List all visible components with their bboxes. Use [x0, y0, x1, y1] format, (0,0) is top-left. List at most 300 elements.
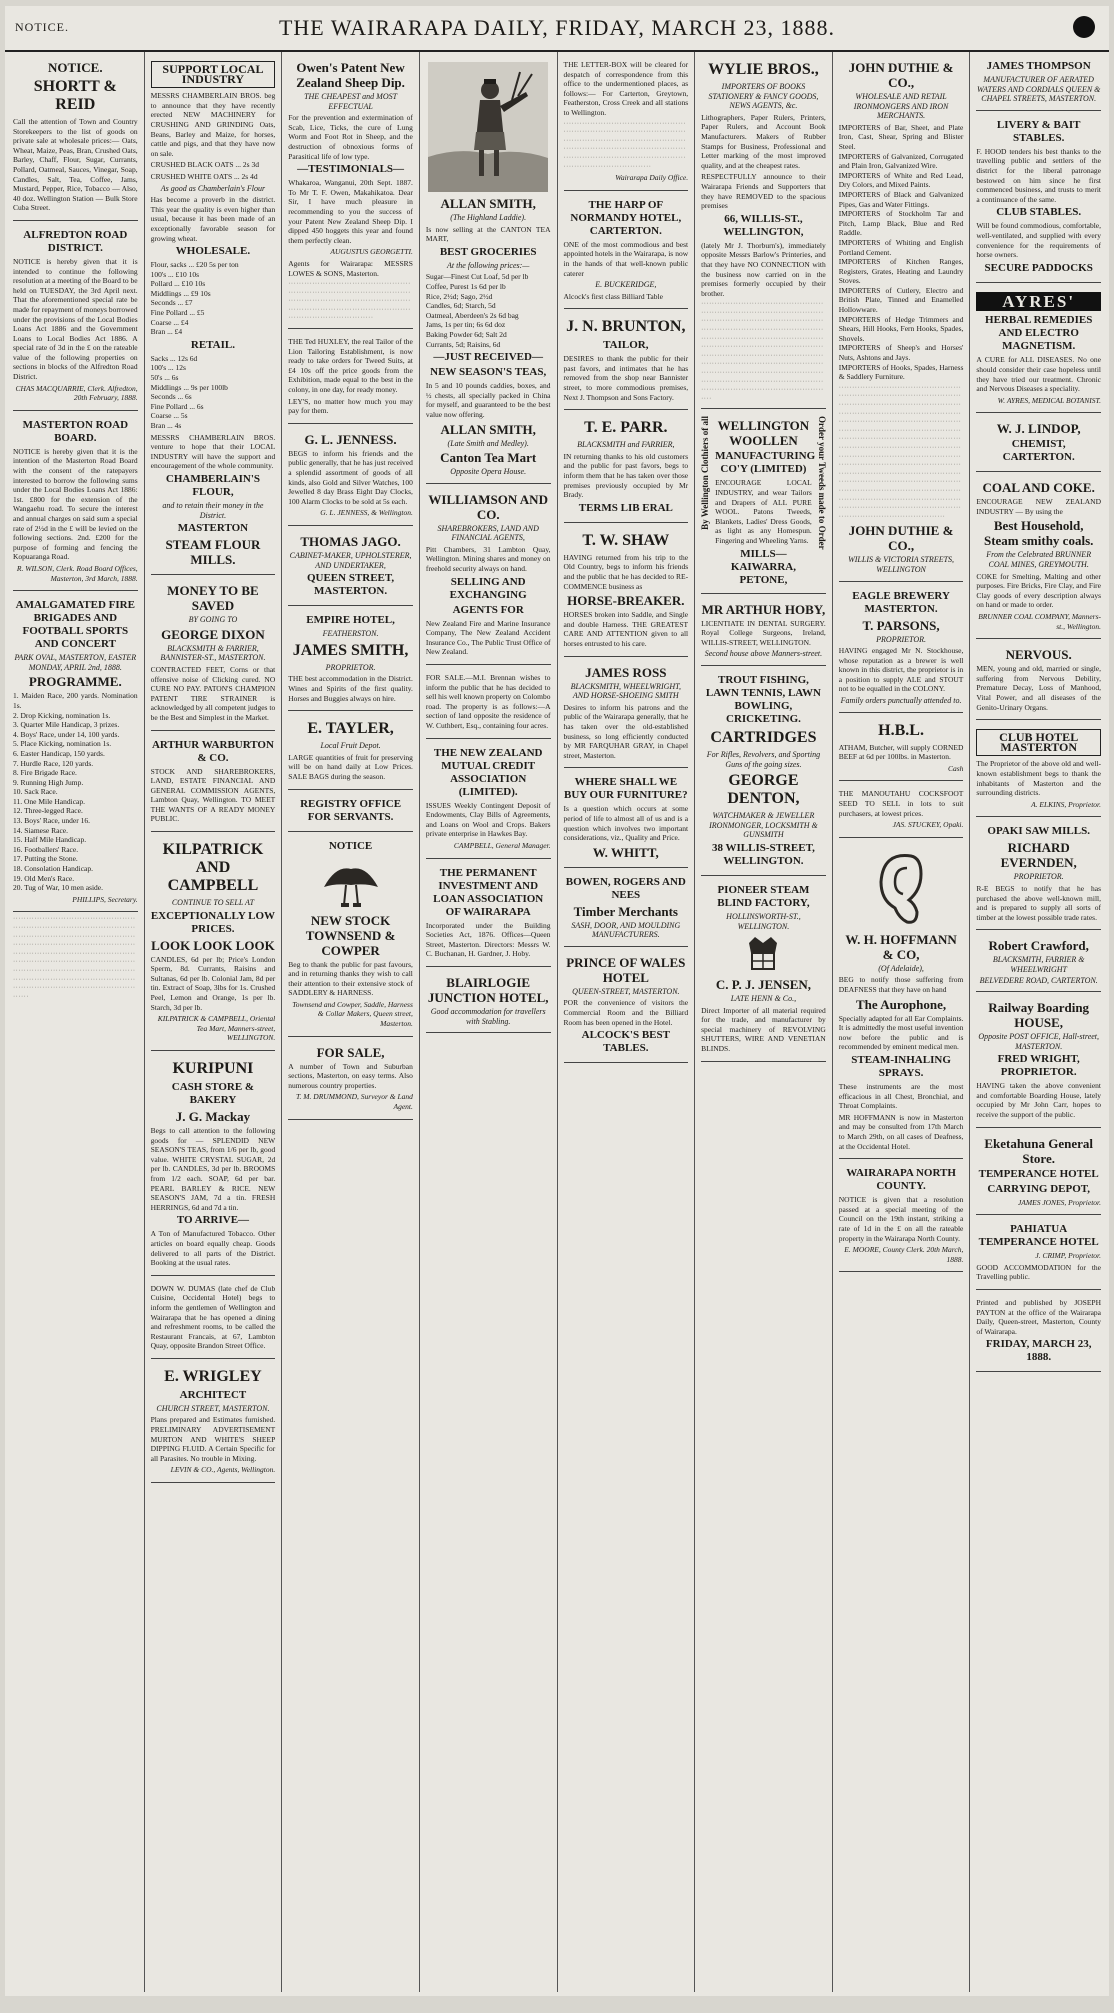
evernden-text: R-E BEGS to notify that he has purchased the above well-known mill, and is prepared to supply all sorts of timber at the lowest possible trade rates. [976, 883, 1101, 922]
denton-address: 38 WILLIS-STREET, WELLINGTON. [711, 841, 815, 867]
wylie-title: WYLIE BROS., [708, 61, 819, 78]
cocksfoot-ad [839, 784, 964, 837]
masterton-road-ad [13, 414, 138, 591]
best-coal: Best Household, Steam smithy coals. [983, 518, 1094, 549]
programme-title: PROGRAMME. [28, 674, 122, 690]
owen-sheep-dip-ad [288, 55, 413, 329]
kilpatrick-ad [151, 835, 276, 1051]
crawford-ad [976, 933, 1101, 992]
livery-title: LIVERY & BAIT STABLES. [996, 118, 1081, 144]
programme-item: 6. Easter Handicap, 150 yards. [13, 748, 105, 758]
tayler-ad [288, 714, 413, 789]
canton-tea-mart: Canton Tea Mart [440, 450, 537, 466]
huxley-ad [288, 332, 413, 424]
hoby-ad [701, 597, 826, 666]
ayres-text: A CURE for ALL DISEASES. No one should consider their case hopeless until they have tried our treatment. Chronic and Nervous Diseases a speciality. [976, 355, 1101, 394]
wholesale-item: Coarse ... £4 [150, 317, 189, 327]
furniture-ad [564, 771, 689, 867]
wylie-text: Lithographers, Paper Rulers, Printers, Paper Rulers, and Account Book Manufacturers. Makers of Rubber Stamps for Business, Professional and Letter marking of the most improved quality, and at the cheapest rates. [701, 112, 826, 170]
programme-item: 5. Place Kicking, nomination 1s. [13, 739, 112, 749]
parr-ad [564, 413, 689, 523]
wholesale-item: Seconds ... £7 [150, 298, 193, 308]
horse-breaker: HORSE-BREAKER. [567, 593, 685, 609]
importers-list [839, 123, 964, 382]
parr-title: T. E. PARR. [584, 419, 668, 437]
whitt-title: W. WHITT, [592, 844, 659, 860]
wylie-sub: IMPORTERS OF BOOKS STATIONERY & FANCY GOODS, NEWS AGENTS, &c. [708, 82, 819, 111]
retail-title: RETAIL. [190, 338, 235, 351]
jenness-title: G. L. JENNESS. [304, 431, 397, 447]
terms-liberal: TERMS LIB ERAL [578, 501, 673, 514]
new-teas: NEW SEASON'S TEAS, [430, 366, 547, 379]
eketahuna-title: Eketahuna General Store. [984, 1135, 1094, 1166]
kuripuni-title: KURIPUNI [172, 1060, 254, 1077]
woollen-side-left: By Wellington Clothiers of all [700, 416, 711, 531]
dixon-ad [151, 578, 276, 730]
support-local-title: SUPPORT LOCAL INDUSTRY [151, 61, 276, 88]
ross-sub: BLACKSMITH, WHEELWRIGHT, AND HORSE-SHOEING SMITH [570, 681, 682, 701]
hoby-title: MR ARTHUR HOBY, [701, 601, 826, 617]
steam-flour-mills: STEAM FLOUR MILLS. [165, 537, 261, 568]
imprint [976, 1293, 1101, 1372]
ross-text: Desires to inform his patrons and the public of the Wairarapa generally, that he has taken over the old-established business, so long efficiently conducted by MR FARQUHAR GRAY, in Chapel street, Masterton. [563, 702, 689, 760]
aurophone-title: The Aurophone, [856, 996, 947, 1012]
column-6 [695, 52, 833, 1992]
steam-title: STEAM-INHALING SPRAYS. [851, 1053, 951, 1079]
eagle-brewery-ad [839, 585, 964, 713]
highland-piper-illustration-icon [428, 62, 548, 192]
wylie-ad [701, 55, 826, 409]
for-sale-text: A number of Town and Suburban sections, Masterton, on easy terms. Also numerous country properties. [288, 1061, 413, 1090]
blairlogie-title: BLAIRLOGIE JUNCTION HOTEL, [427, 974, 549, 1005]
grocery-list [426, 272, 551, 349]
registry-ad [288, 793, 413, 832]
agents-title: AGENTS FOR [452, 603, 524, 616]
fine-print-filler: ·························································································································································································································································································································································································································································································································································································································································································································································· [838, 383, 962, 520]
brunton-ad [564, 312, 689, 410]
imprint-text: Printed and published by JOSEPH PAYTON at the office of the Wairarapa Daily, Queen-street, Masterton, County of Wairarapa. [976, 1298, 1101, 1336]
for-sale-ad [288, 1040, 413, 1120]
letterbox-signature: Wairarapa Daily Office. [615, 173, 689, 183]
timber-title: Timber Merchants [573, 903, 678, 919]
retail-item: Middlings ... 9s per 100lb [150, 382, 228, 392]
duthie-sub-2: WILLIS & VICTORIA STREETS, WELLINGTON [848, 555, 955, 574]
for-sale-title: FOR SALE, [316, 1044, 385, 1060]
mill-place: MASTERTON [177, 522, 249, 535]
woollen-sub: MANUFACTURING CO'Y (LIMITED) [715, 450, 816, 476]
dumas-text: DOWN W. DUMAS (late chef de Club Cuisine, Occidental Hotel) begs to inform the gentlemen of Wellington and Wairarapa that he has opened a dining and refreshment rooms, to be called the Restaurant Francais, at 67, Lambton Quay, opposite Brandon Street Office. [150, 1283, 276, 1351]
jago-ad [288, 529, 413, 606]
huxley-signature: LEY'S, no matter how much you may pay for them. [288, 396, 413, 416]
shaw-ad [564, 526, 689, 657]
warburton-ad [151, 734, 276, 833]
chamberlain-text: MESSRS CHAMBERLAIN BROS. beg to announce that they have recently erected NEW MACHINERY for CRUSHING AND GRINDING Oats, Beans, Barley and Maize, for horses, cattle and pigs, and that they have now on sale. [150, 91, 276, 158]
grocery-item: Coffee, Purest 1s 6d per lb [425, 281, 506, 291]
cowper-signature: Townsend and Cowper, Saddle, Harness & Collar Makers, Queen street, Masterton. [292, 999, 413, 1029]
williamson-ad [426, 487, 551, 665]
programme-item: 18. Consolation Handicap. [13, 864, 93, 874]
furniture-title: WHERE SHALL WE BUY OUR FURNITURE? [563, 776, 688, 802]
importer-item: IMPORTERS of Sheep's and Horses' Nuts, Ashtons and Jays. [838, 343, 964, 363]
denton-sub: WATCHMAKER & JEWELLER IRONMONGER, LOCKSMITH & GUNSMITH [709, 811, 818, 840]
parsons-italic: Family orders punctually attended to. [840, 696, 962, 706]
steam-text: These instruments are the most efficacious in all Chest, Bronchial, and Throat Complaints. [838, 1081, 964, 1111]
newspaper-page [5, 6, 1109, 1996]
fine-print-filler: ······························································································································································································································································································································································································································································································································ [701, 300, 824, 402]
opaki-ad [976, 820, 1101, 930]
wylie-more: (lately Mr J. Thorburn's), immediately opposite Messrs Barlow's Printeries, and that they have NO CONNECTION with the business now carried on in the premises formerly occupied by their brother. [701, 240, 826, 298]
wholesale-item: Fine Pollard ... £5 [150, 308, 205, 318]
blairlogie-sub: Good accommodation for travellers with Stabling. [430, 1006, 546, 1026]
importer-item: IMPORTERS of White and Red Lead, Dry Colors, and Mixed Paints. [838, 170, 964, 190]
evernden-sub: PROPRIETOR. [1013, 872, 1064, 882]
programme-signature: PHILLIPS, Secretary. [72, 894, 138, 904]
club-stables-title: CLUB STABLES. [996, 206, 1082, 219]
furniture-text: Is a question which occurs at some period of life to almost all of us and is a question which involves two important considerations, viz., Quality and Price. [563, 804, 689, 843]
ayres-ad [976, 286, 1101, 414]
williamson-text: Pitt Chambers, 31 Lambton Quay, Wellington. Mining shares and money on freehold security always on hand. [425, 544, 551, 574]
kilpatrick-prices: EXCEPTIONALLY LOW PRICES. [150, 909, 276, 935]
notice-heading: NOTICE. [48, 60, 103, 75]
grocery-item: Baking Powder 6d; Salt 2d [425, 329, 507, 339]
club-hotel-signature: A. ELKINS, Proprietor. [1031, 799, 1101, 809]
kilpatrick-title: KILPATRICK AND CAMPBELL [162, 841, 264, 895]
brennan-text: FOR SALE.—M.I. Brennan wishes to inform the public that he has decided to sell his well known property on Colombo road. The property is as follows:—A section of land opposite the residence of W. Cuthbert, Esq., containing four acres. [425, 673, 551, 730]
importer-item: IMPORTERS of Black and Galvanized Pipes, Gas and Water Fittings. [838, 189, 964, 209]
mutual-credit-signature: CAMPBELL, General Manager. [453, 840, 551, 850]
importer-item: IMPORTERS of Cutlery, Electro and British Plate, Tinned and Enamelled Hollowware. [838, 285, 964, 315]
permanent-investment-ad [426, 862, 551, 967]
masterton-road-title: MASTERTON ROAD BOARD. [22, 418, 129, 444]
hoffmann-ad [839, 841, 964, 1159]
pioneer-address: HOLLINSWORTH-ST., WELLINGTON. [726, 911, 801, 931]
programme-item: 3. Quarter Mile Handicap, 3 prizes. [13, 720, 120, 730]
brunton-text: DESIRES to thank the public for their past favors, and intimates that he has removed from the shop near Bannister street, to more commodious premises, Next J. Thompson and Sons Factory. [563, 354, 689, 402]
woollen-ad [701, 412, 826, 593]
importer-item: IMPORTERS of Kitchen Ranges, Registers, Grates, Heating and Laundry Stoves. [838, 257, 964, 286]
warburton-title: ARTHUR WARBURTON & CO. [151, 738, 274, 764]
sports-title: AMALGAMATED FIRE BRIGADES AND FOOTBALL SPORTS AND CONCERT [15, 599, 135, 651]
newspaper-title: THE WAIRARAPA DAILY, FRIDAY, MARCH 23, 1888. [278, 15, 836, 40]
jensen-ad [701, 879, 826, 1062]
coal-title: COAL AND COKE. [982, 480, 1095, 496]
williamson-selling: SELLING AND EXCHANGING [449, 575, 527, 601]
hbl-ad [839, 716, 964, 782]
programme-item: 17. Putting the Stone. [13, 854, 78, 864]
pahiatua-title: PAHIATUA TEMPERANCE HOTEL [978, 1223, 1099, 1249]
smith-title: JAMES SMITH, [292, 641, 409, 659]
mutual-credit-title: THE NEW ZEALAND MUTUAL CREDIT ASSOCIATION (LIMITED). [433, 746, 543, 798]
column-5 [558, 52, 696, 1992]
column-8 [970, 52, 1107, 1992]
column-4 [420, 52, 558, 1992]
imprint-date: FRIDAY, MARCH 23, 1888. [985, 1338, 1092, 1364]
empire-title: EMPIRE HOTEL, [306, 614, 395, 627]
ross-ad [564, 660, 689, 769]
permanent-title: THE PERMANENT INVESTMENT AND LOAN ASSOCIATION OF WAIRARAPA [433, 866, 544, 918]
fine-print-filler: ························································································································································································································ [288, 280, 411, 322]
opaki-title: OPAKI SAW MILLS. [987, 825, 1090, 838]
thompson-title: JAMES THOMPSON [986, 60, 1091, 72]
grocery-item: Sugar—Finest Cut Loaf, 5d per lb [425, 272, 529, 282]
wrigley-ad [151, 1362, 276, 1483]
tayler-title: E. TAYLER, [307, 720, 394, 738]
allan-smith-ad [426, 55, 551, 484]
grocery-item: Currants, 5d; Raisins, 6d [425, 339, 501, 349]
pahiatua-signature: J. CRIMP, Proprietor. [1035, 1251, 1101, 1261]
canton-place: Opposite Opera House. [450, 467, 527, 477]
smith-text: THE best accommodation in the District. Wines and Spirits of the first quality. Horses and Buggies always on hire. [288, 674, 413, 703]
secure-paddocks: SECURE PADDOCKS [984, 261, 1093, 274]
brunton-title: J. N. BRUNTON, [566, 318, 686, 336]
flour-quote: As good as Chamberlain's Flour [160, 183, 266, 193]
north-county-signature: E. MOORE, County Clerk. 20th March, 1888. [844, 1245, 964, 1264]
allan-smith-sub-2: (Late Smith and Medley). [447, 438, 529, 448]
alcock-tables: ALCOCK'S BEST TABLES. [581, 1029, 670, 1055]
duthie-ad [839, 55, 964, 582]
importer-item: IMPORTERS of Whiting and English Portland Cement. [838, 237, 964, 257]
wholesale-item: Middlings ... £9 10s [150, 288, 211, 298]
jago-sub: CABINET-MAKER, UPHOLSTERER, AND UNDERTAKER, [289, 550, 412, 570]
programme-item: 14. Siamese Race. [13, 825, 68, 835]
club-hotel-title: CLUB HOTEL MASTERTON [976, 729, 1101, 756]
retail-item: 50's ... 6s [150, 373, 179, 383]
ayres-banner: AYRES' [976, 292, 1101, 312]
ross-title: JAMES ROSS [585, 664, 667, 680]
programme-item: 13. Boys' Race, under 16. [13, 816, 90, 826]
programme-item: 11. One Mile Handicap. [13, 796, 85, 806]
hoffmann-text: BEG to notify those suffering from DEAFNESS that they have on hand [838, 975, 964, 994]
chamberlain-signature: MESSRS CHAMBERLAIN BROS. venture to hope that their LOCAL INDUSTRY will have the support and encouragement of the whole community. [150, 432, 276, 471]
hbl-signature: Cash [947, 763, 964, 773]
brunton-sub: TAILOR, [603, 339, 649, 352]
parsons-text: HAVING engaged Mr N. Stockhouse, whose reputation as a brewer is well known in this district, the proprietor is in a position to supply ALE and STOUT not to be equalled in the COLONY. [838, 646, 964, 694]
kilpatrick-signature: KILPATRICK & CAMPBELL, Oriental Tea Mart, Manners-street, WELLINGTON. [157, 1014, 276, 1043]
fine-print-filler: ···································································································································································································································································································································································································································· [13, 915, 136, 1000]
programme-item: 9. Running High Jump. [13, 777, 84, 787]
importer-item: IMPORTERS of Bar, Sheet, and Plate Iron, Cast, Shear, Spring and Blister Steel. [838, 122, 964, 151]
hoby-text: LICENTIATE IN DENTAL SURGERY. Royal College Surgeons, Ireland, WILLIS-STREET, WELLINGTON. [701, 618, 826, 647]
normandy-title: THE HARP OF NORMANDY HOTEL, CARTERTON. [570, 198, 682, 237]
alfredton-title: ALFREDTON ROAD DISTRICT. [23, 228, 128, 254]
testimonial-signature: AUGUSTUS GEORGETTI. [330, 247, 413, 257]
wylie-address: 66, WILLIS-ST., WELLINGTON, [723, 212, 804, 238]
hoffmann-title: W. H. HOFFMANN & CO, [845, 931, 957, 962]
williamson-sub: SHAREBROKERS, LAND AND FINANCIAL AGENTS, [437, 523, 539, 543]
groceries-sub: At the following prices:— [446, 260, 530, 270]
retail-item: Fine Pollard ... 6s [150, 401, 204, 411]
carrying-title: CARRYING DEPOT, [987, 1182, 1091, 1195]
mutual-credit-ad [426, 742, 551, 859]
prince-sub: QUEEN-STREET, MASTERTON. [572, 986, 680, 996]
look-banner: LOOK LOOK LOOK [151, 937, 275, 953]
prince-title: PRINCE OF WALES HOTEL [566, 954, 686, 985]
alfredton-signature: CHAS MACQUARRIE, Clerk. Alfredton, 20th February, 1888. [15, 383, 138, 403]
cartridges-title: CARTRIDGES [710, 728, 817, 746]
woollen-mills: MILLS—KAIWARRA, PETONE, [730, 547, 796, 586]
allan-smith-sub: (The Highland Laddie). [450, 213, 527, 222]
ear-illustration-icon [871, 848, 931, 928]
alfredton-text: NOTICE is hereby given that it is intended to continue the following resolution at a meeting of the Board to be held on TUESDAY, the 3rd April next. That the aforementioned special rate be made for repayment of moneys borrowed under the provisions of the Local Bodies Loans Act 1886 and the Government Loans to Local Bodies Act 1886. A special rate of 3d in the £ on the rateable value of the following properties on sections in blocks of the Alfredton Road District. [13, 256, 138, 382]
kuripuni-sub: CASH STORE & BAKERY [171, 1081, 255, 1106]
retain-money: and to retain their money in the District. [162, 500, 264, 520]
jensen-title: C. P. J. JENSEN, [715, 977, 812, 993]
wrigley-text: Plans prepared and Estimates furnished. PRELIMINARY ADVERTISEMENT MURTON AND WHITE'S SHEEP DIPPING FLUID. A Certain Specific for all Parasites. No trouble in Mixing. [150, 1415, 276, 1463]
retail-list [151, 354, 276, 431]
chamberlain-flour: CHAMBERLAIN'S FLOUR, [165, 472, 260, 498]
owen-title: Owen's Patent New Zealand Sheep Dip. [296, 60, 405, 90]
for-sale-signature: T. M. DRUMMOND, Surveyor & Land Agent. [295, 1092, 413, 1112]
teas-text: In 5 and 10 pounds caddies, boxes, and ½ chests, all specially packed in China for myself, and guaranteed to be the best value now offering. [425, 381, 551, 419]
crushed-price-2: CRUSHED WHITE OATS ... 2s 4d [150, 171, 258, 181]
parr-sub: BLACKSMITH and FARRIER, [577, 440, 675, 450]
coal-text: ENCOURAGE NEW ZEALAND INDUSTRY — By using the [976, 497, 1101, 516]
duthie-sub: WHOLESALE AND RETAIL IRONMONGERS AND IRON MERCHANTS. [853, 92, 949, 121]
denton-ad [701, 669, 826, 876]
programme-item: 7. Hurdle Race, 120 yards. [13, 758, 94, 768]
programme-item: 10. Sack Race. [13, 787, 58, 797]
parr-text: IN returning thanks to his old customers and the public for past favors, begs to inform them that he has taken over those premises previously occupied by Mr Brady. [563, 451, 689, 500]
crawford-sub: BLACKSMITH, FARRIER & WHEELWRIGHT [992, 955, 1085, 974]
tayler-sub: Local Fruit Depot. [320, 741, 381, 751]
cocksfoot-signature: JAS. STUCKEY, Opaki. [892, 820, 964, 830]
warburton-text: STOCK AND SHAREBROKERS, LAND, ESTATE FINANCIAL AND GENERAL COMMISSION AGENTS, Lambton Quay, Wellington. TO MEET THE WANTS OF A READY MONEY PUBLIC. [150, 766, 276, 824]
column-7 [833, 52, 971, 1992]
retail-item: Bran ... 4s [150, 421, 182, 430]
horse-breaker-text: HORSES broken into Saddle, and Single and double Harness. THE GREATEST CARE AND ATTENTION given to all horses entrusted to his care. [563, 610, 689, 648]
alfredton-ad [13, 224, 138, 411]
denton-title: GEORGE DENTON, [727, 772, 800, 808]
wrigley-title: E. WRIGLEY [164, 1367, 262, 1385]
north-county-ad [839, 1162, 964, 1272]
temperance-title: TEMPERANCE HOTEL [978, 1167, 1099, 1180]
dumas-ad [151, 1279, 276, 1359]
wrigley-signature: LEVIN & CO., Agents, Wellington. [170, 1465, 276, 1475]
testimonial-text: Whakaroa, Wanganui, 20th Sept. 1887. To Mr T. F. Owen, Makahikatoa. Dear Sir, I have much pleasure in recommending to you the success of your Patent New Zealand Sheep Dip. I dipped 450 hoggets this year and found them perfectly clean. [288, 178, 413, 245]
livery-text: F. HOOD tenders his best thanks to the travelling public and settlers of the district for the liberal patronage bestowed on him since he first commenced business, and trusts to merit a continuance of the same. [976, 146, 1101, 204]
masterton-road-signature: R. WILSON, Clerk. Road Board Offices, Masterton, 3rd March, 1888. [16, 563, 138, 583]
importer-item: IMPORTERS of Stockholm Tar and Pitch, Lamp Black, Blue and Red Raddle. [838, 209, 964, 238]
smith-sub: PROPRIETOR. [325, 662, 376, 672]
empire-sub: FEATHERSTON. [322, 629, 379, 639]
bowen-title: BOWEN, ROGERS AND NEES [565, 875, 686, 901]
hoffmann-signature: MR HOFFMANN is now in Masterton and may be consulted from 17th March to March 29th, on all cases of Deafness, at the Occidental Hotel. [838, 1112, 964, 1151]
notice-heading: NOTICE [328, 839, 373, 852]
tayler-text: LARGE quantities of fruit for preserving will be on hand daily at Low Prices. SALE BAGS during the season. [288, 752, 413, 781]
cowper-text: Beg to thank the public for past favours, and in returning thanks they wish to call their attention to their extensive stock of SADDLERY & HARNESS. [288, 959, 413, 998]
nervous-text: MEN, young and old, married or single, suffering from Nervous Debility, Premature Decay, Loss of Manhood, Vital Power, and all diseases of the Genito-Urinary Organs. [976, 664, 1101, 712]
nervous-title: NERVOUS. [1005, 647, 1072, 663]
jensen-text: Direct Importer of all material required for the trade, and manufacturer by special machinery of REVOLVING SHUTTERS, WIRE AND VENETIAN BLINDS. [701, 1005, 826, 1054]
lindop-sub: CHEMIST, CARTERTON. [1002, 438, 1075, 464]
shaw-title: T. W. SHAW [582, 531, 670, 549]
royal-crest-icon [743, 935, 783, 973]
brunner-signature: BRUNNER COAL COMPANY, Manners-st., Wellington. [978, 612, 1101, 631]
accommodation-text: GOOD ACCOMMODATION for the Travelling public. [976, 1262, 1101, 1282]
cartridges-sub: For Rifles, Revolvers, and Sporting Guns of the going sizes. [706, 749, 821, 769]
mutual-credit-text: ISSUES Weekly Contingent Deposit of Endowments, Clay Bills of Agreements, and Loans on Wool and Crops. Bakers private enterprise in Hawkes Bay. [425, 800, 551, 839]
chamberlain-ad [151, 55, 276, 575]
agents-text: New Zealand Fire and Marine Insurance Company, The New Zealand Accident Insurance Co., The Public Trust Office of New Zealand. [425, 618, 551, 657]
woollen-text: ENCOURAGE LOCAL INDUSTRY, and wear Tailors and Drapers of ALL PURE WOOL. Patons Tweeds, Blankets, Ladies' Dress Goods, as light as any Homespun. Fingering and Wheeling Yarns. [715, 478, 812, 545]
coal-ad [976, 475, 1101, 639]
evernden-title: RICHARD EVERNDEN, [1000, 840, 1077, 871]
shortt-reid-title: SHORTT & REID [33, 78, 117, 113]
columns [5, 52, 1109, 1992]
arrive-text: A Ton of Manufactured Tobacco. Other articles on board equally cheap. Goods delivered to all parts of the District. Booking at the usual rates. [150, 1229, 276, 1268]
livery-ad [976, 114, 1101, 283]
wrigley-sub: ARCHITECT [179, 1388, 247, 1401]
owen-agents: Agents for Wairarapa: MESSRS LOWES & SONS, Masterton. [288, 258, 413, 278]
programme-item: 20. Tug of War, 10 men aside. [13, 883, 103, 893]
jenness-ad [288, 427, 413, 526]
masterton-road-text: NOTICE is hereby given that it is the intention of the Masterton Road Board with the consent of the ratepayers interested to borrow the following sums under the Local Bodies Loans Act 1886: 1st. £800 for the extension of the Wangaehu road. To secure the interest and annual charges on said sum a special rate of 2½d in the £ will be levied on the following sections. 2nd. £200 for the purpose of forming and fencing the Kopuaranga Road. [13, 446, 138, 562]
lindop-title: W. J. LINDOP, [996, 421, 1081, 437]
wholesale-item: 100's ... £10 10s [150, 269, 200, 279]
railway-title: Railway Boarding HOUSE, [988, 1000, 1090, 1031]
crawford-place: BELVEDERE ROAD, CARTERTON. [979, 975, 1098, 985]
column-3 [282, 52, 420, 1992]
wright-title: FRED WRIGHT, PROPRIETOR. [997, 1053, 1080, 1079]
owen-text: For the prevention and extermination of Scab, Lice, Ticks, the cure of Lung Worm and Foot Rot in Sheep, and the destruction of obnoxious forms of Parasitical life of low type. [288, 113, 413, 161]
retail-item: Coarse ... 5s [150, 411, 188, 421]
duthie-title-2: JOHN DUTHIE & CO., [848, 523, 954, 554]
programme-item: 2. Drop Kicking, nomination 1s. [13, 710, 111, 720]
wylie-respect: RESPECTFULLY announce to their Wairarapa Friends and Supporters that they have REMOVED to the spacious premises [701, 172, 826, 211]
duthie-title: JOHN DUTHIE & CO., [848, 60, 954, 90]
registry-title: REGISTRY OFFICE FOR SERVANTS. [300, 797, 402, 823]
hoby-more: Second house above Manners-street. [704, 649, 823, 659]
cowper-ad [288, 835, 413, 1037]
retail-item: Seconds ... 6s [150, 392, 192, 402]
club-stables-text: Will be found commodious, comfortable, well-ventilated, and supplied with every convenience for the requirements of horse owners. [976, 221, 1101, 260]
jago-title: THOMAS JAGO. [300, 533, 401, 549]
letterbox-ad [564, 55, 689, 191]
wright-text: HAVING taken the above convenient and comfortable Boarding House, lately occupied by Mr John Carr, hopes to receive the support of the public. [976, 1081, 1101, 1120]
pahiatua-ad [976, 1218, 1101, 1290]
programme-item: 19. Old Men's Race. [13, 873, 75, 883]
nervous-ad [976, 642, 1101, 720]
fine-print-filler: ······································································································································································································································································· [563, 119, 687, 170]
huxley-text: THE Ted HUXLEY, the real Tailor of the Lion Tailoring Establishment, is now ready to take orders for Tweed Suits, at £4 10s off the price goods from the Exhibition, made equal to the best in the colony, in one day, for ready money. [288, 337, 413, 395]
permanent-text: Incorporated under the Building Societies Act, 1876. Offices—Queen Street, Masterton. Directors: Messrs W. C. Buchanan, H. Gardner, J. Hoby. [425, 920, 551, 959]
grocery-item: Candles, 6d; Starch, 5d [425, 301, 496, 311]
folio-notice: NOTICE. [15, 20, 69, 34]
mackay-text: Begs to call attention to the following goods for — SPLENDID NEW SEASON'S TEAS, from 1/6 per lb, good value. WHITE CRYSTAL SUGAR, 2d per lb. CANDLES, 3d per lb. BROOMS from 1/2 each. SOAP, 6d per bar. PEARL BARLEY & RICE. NEW SEASON'S JAM, 7d a tin. FRESH HERRINGS, 6d and 7d a tin. [150, 1126, 276, 1212]
normandy-text: ONE of the most commodious and best appointed hotels in the Wairarapa, is now in the hands of that well-known public caterer [563, 239, 689, 278]
prince-of-wales-ad [564, 950, 689, 1063]
grey-mouth: From the Celebrated BRUNNER COAL MINES, GREYMOUTH. [986, 550, 1092, 570]
crawford-title: Robert Crawford, [988, 938, 1089, 954]
shaw-text: HAVING returned from his trip to the Old Country, begs to inform his friends and the public that he has decided to RE-COMMENCE business as [563, 552, 689, 591]
wholesale-item: Flour, sacks ... £20 5s per ton [150, 260, 239, 270]
canton-text: Is now selling at the CANTON TEA MART, [425, 224, 551, 244]
club-hotel-ad [976, 723, 1101, 817]
aurophone-text: Specially adapted for all Ear Complaints. It is admittedly the most useful invention now before the public and is recommended by eminent medical men. [838, 1013, 964, 1052]
programme-item: 16. Footballers' Race. [13, 844, 79, 854]
ayres-signature: W. AYRES, MEDICAL BOTANIST. [997, 395, 1101, 405]
railway-ad [976, 995, 1101, 1128]
club-hotel-text: The Proprietor of the above old and well-known establishment begs to thank the inhabitants of Masterton and the surrounding districts. [976, 759, 1101, 798]
column-2 [145, 52, 283, 1992]
wrigley-place: CHURCH STREET, MASTERTON. [156, 1403, 270, 1413]
testimonials-title: —TESTIMONIALS— [297, 163, 405, 176]
coke-text: COKE for Smelting, Malting and other purposes. Fire Bricks, Fire Clay, and Fire Clay goods of every description always on hand or made to order. [976, 571, 1101, 610]
normandy-proprietor: E. BUCKERIDGE, [595, 280, 657, 290]
thompson-ad [976, 55, 1101, 111]
north-county-title: WAIRARAPA NORTH COUNTY. [846, 1167, 956, 1193]
kilpatrick-text: CANDLES, 6d per lb; Price's London Sperm, 8d. Currants, Raisins and Sultanas, 6d per lb. Colonial Jam, 8d per tin. Extract of Soap, 3lbs for 1s. Crushed Peel, Lemon and Orange, 1s per lb. Starch, 3d per lb. [150, 954, 276, 1012]
